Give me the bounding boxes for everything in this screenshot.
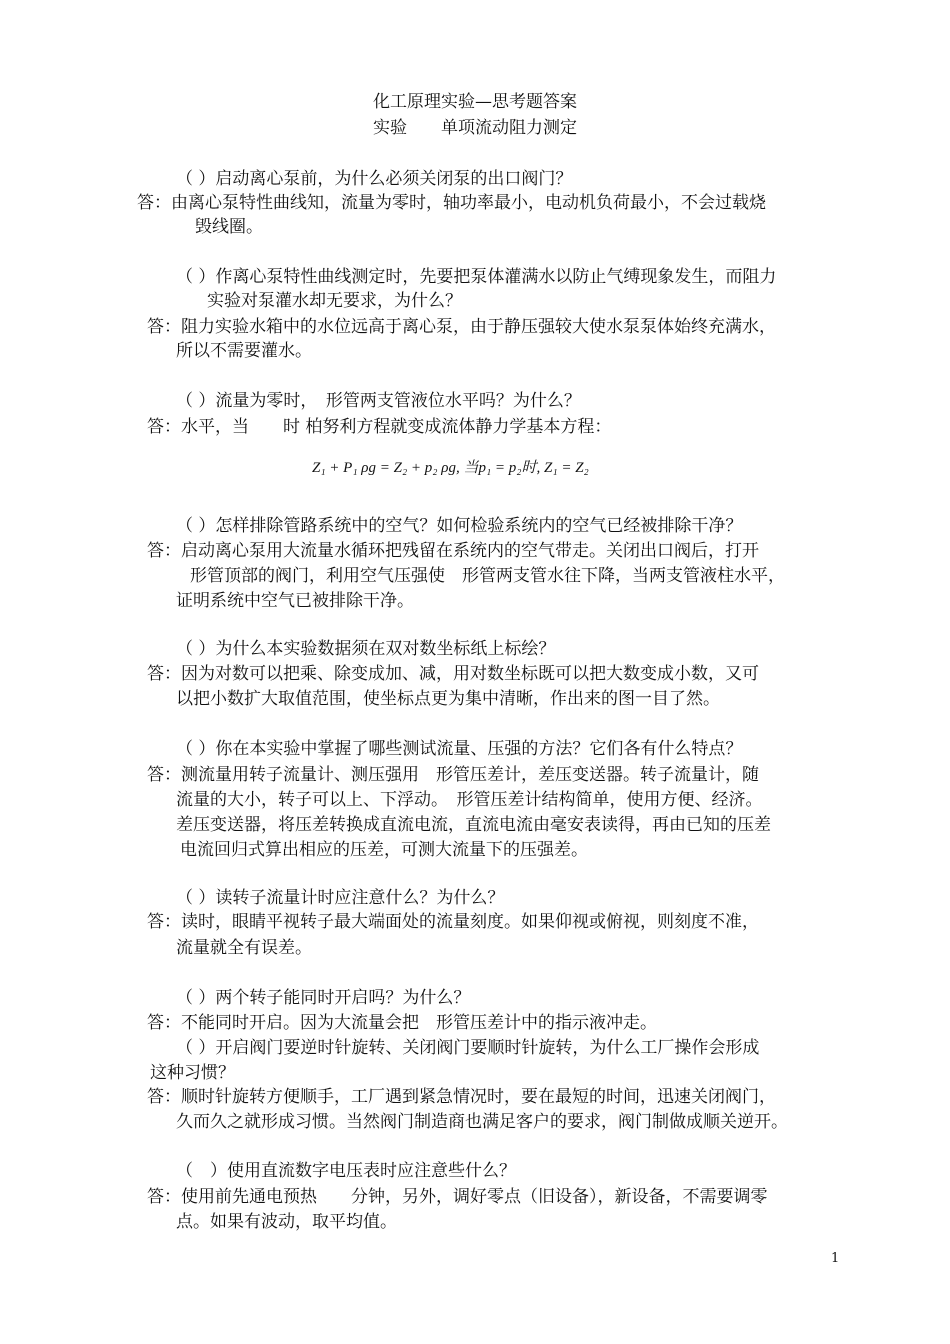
question-6: （ ）你在本实验中掌握了哪些测试流量、压强的方法？它们各有什么特点？ bbox=[176, 739, 743, 759]
question-7: （ ）读转子流量计时应注意什么？为什么？ bbox=[176, 888, 505, 908]
answer-6-line-4: 电流回归式算出相应的压差，可测大流量下的压强差。 bbox=[180, 840, 588, 860]
answer-7-line-1: 答：读时，眼睛平视转子最大端面处的流量刻度。如果仰视或俯视，则刻度不准， bbox=[147, 912, 759, 932]
answer-6-line-1: 答：测流量用转子流量计、测压强用 形管压差计，差压变送器。转子流量计，随 bbox=[147, 765, 759, 785]
answer-7-line-2: 流量就全有误差。 bbox=[176, 938, 312, 958]
question-4: （ ）怎样排除管路系统中的空气？如何检验系统内的空气已经被排除干净？ bbox=[176, 516, 743, 536]
answer-8: 答：不能同时开启。因为大流量会把 形管压差计中的指示液冲走。 bbox=[147, 1013, 657, 1033]
answer-9-line-1: 答：顺时针旋转方便顺手，工厂遇到紧急情况时，要在最短的时间，迅速关闭阀门， bbox=[147, 1087, 776, 1107]
question-1: （ ）启动离心泵前，为什么必须关闭泵的出口阀门？ bbox=[176, 169, 573, 189]
answer-2-line-1: 答：阻力实验水箱中的水位远高于离心泵，由于静压强较大使水泵泵体始终充满水， bbox=[147, 317, 776, 337]
answer-10-line-2: 点。如果有波动，取平均值。 bbox=[176, 1212, 397, 1232]
bernoulli-formula: Z₁ + P₁ ρg = Z₂ + p₂ ρg, 当p₁ = p₂时, Z₁ = Z₂ bbox=[312, 460, 589, 476]
document-title: 化工原理实验—思考题答案 bbox=[373, 92, 577, 112]
answer-6-line-3: 差压变送器，将压差转换成直流电流，直流电流由毫安表读得，再由已知的压差 bbox=[176, 815, 771, 835]
question-5: （ ）为什么本实验数据须在双对数坐标纸上标绘？ bbox=[176, 639, 556, 659]
answer-9-line-2: 久而久之就形成习惯。当然阀门制造商也满足客户的要求，阀门制做成顺关逆开。 bbox=[176, 1112, 788, 1132]
question-10: （ ）使用直流数字电压表时应注意些什么？ bbox=[176, 1161, 516, 1181]
answer-5-line-2: 以把小数扩大取值范围，使坐标点更为集中清晰，作出来的图一目了然。 bbox=[176, 689, 720, 709]
page-number: 1 bbox=[831, 1251, 840, 1266]
question-9-line-1: （ ）开启阀门要逆时针旋转、关闭阀门要顺时针旋转，为什么工厂操作会形成 bbox=[176, 1038, 760, 1058]
answer-2-line-2: 所以不需要灌水。 bbox=[176, 341, 312, 361]
answer-1-line-1: 答：由离心泵特性曲线知，流量为零时，轴功率最小，电动机负荷最小，不会过载烧 bbox=[137, 193, 766, 213]
question-8: （ ）两个转子能同时开启吗？为什么？ bbox=[176, 988, 471, 1008]
document-subtitle: 实验 单项流动阻力测定 bbox=[373, 118, 577, 138]
answer-10-line-1: 答：使用前先通电预热 分钟，另外，调好零点（旧设备），新设备，不需要调零 bbox=[147, 1187, 768, 1207]
answer-5-line-1: 答：因为对数可以把乘、除变成加、减，用对数坐标既可以把大数变成小数，又可 bbox=[147, 664, 759, 684]
answer-6-line-2: 流量的大小，转子可以上、下浮动。 形管压差计结构简单，使用方便、经济。 bbox=[176, 790, 763, 810]
answer-4-line-3: 证明系统中空气已被排除干净。 bbox=[176, 591, 414, 611]
question-2-line-2: 实验对泵灌水却无要求，为什么？ bbox=[207, 291, 462, 311]
question-2-line-1: （ ）作离心泵特性曲线测定时，先要把泵体灌满水以防止气缚现象发生，而阻力 bbox=[176, 267, 777, 287]
answer-4-line-2: 形管顶部的阀门，利用空气压强使 形管两支管水往下降，当两支管液柱水平， bbox=[190, 566, 785, 586]
answer-3: 答：水平，当 时 柏努利方程就变成流体静力学基本方程： bbox=[147, 417, 612, 437]
answer-4-line-1: 答：启动离心泵用大流量水循环把残留在系统内的空气带走。关闭出口阀后，打开 bbox=[147, 541, 759, 561]
question-3: （ ）流量为零时， 形管两支管液位水平吗？为什么？ bbox=[176, 391, 581, 411]
answer-1-line-2: 毁线圈。 bbox=[195, 217, 263, 237]
question-9-line-2: 这种习惯？ bbox=[150, 1063, 235, 1083]
